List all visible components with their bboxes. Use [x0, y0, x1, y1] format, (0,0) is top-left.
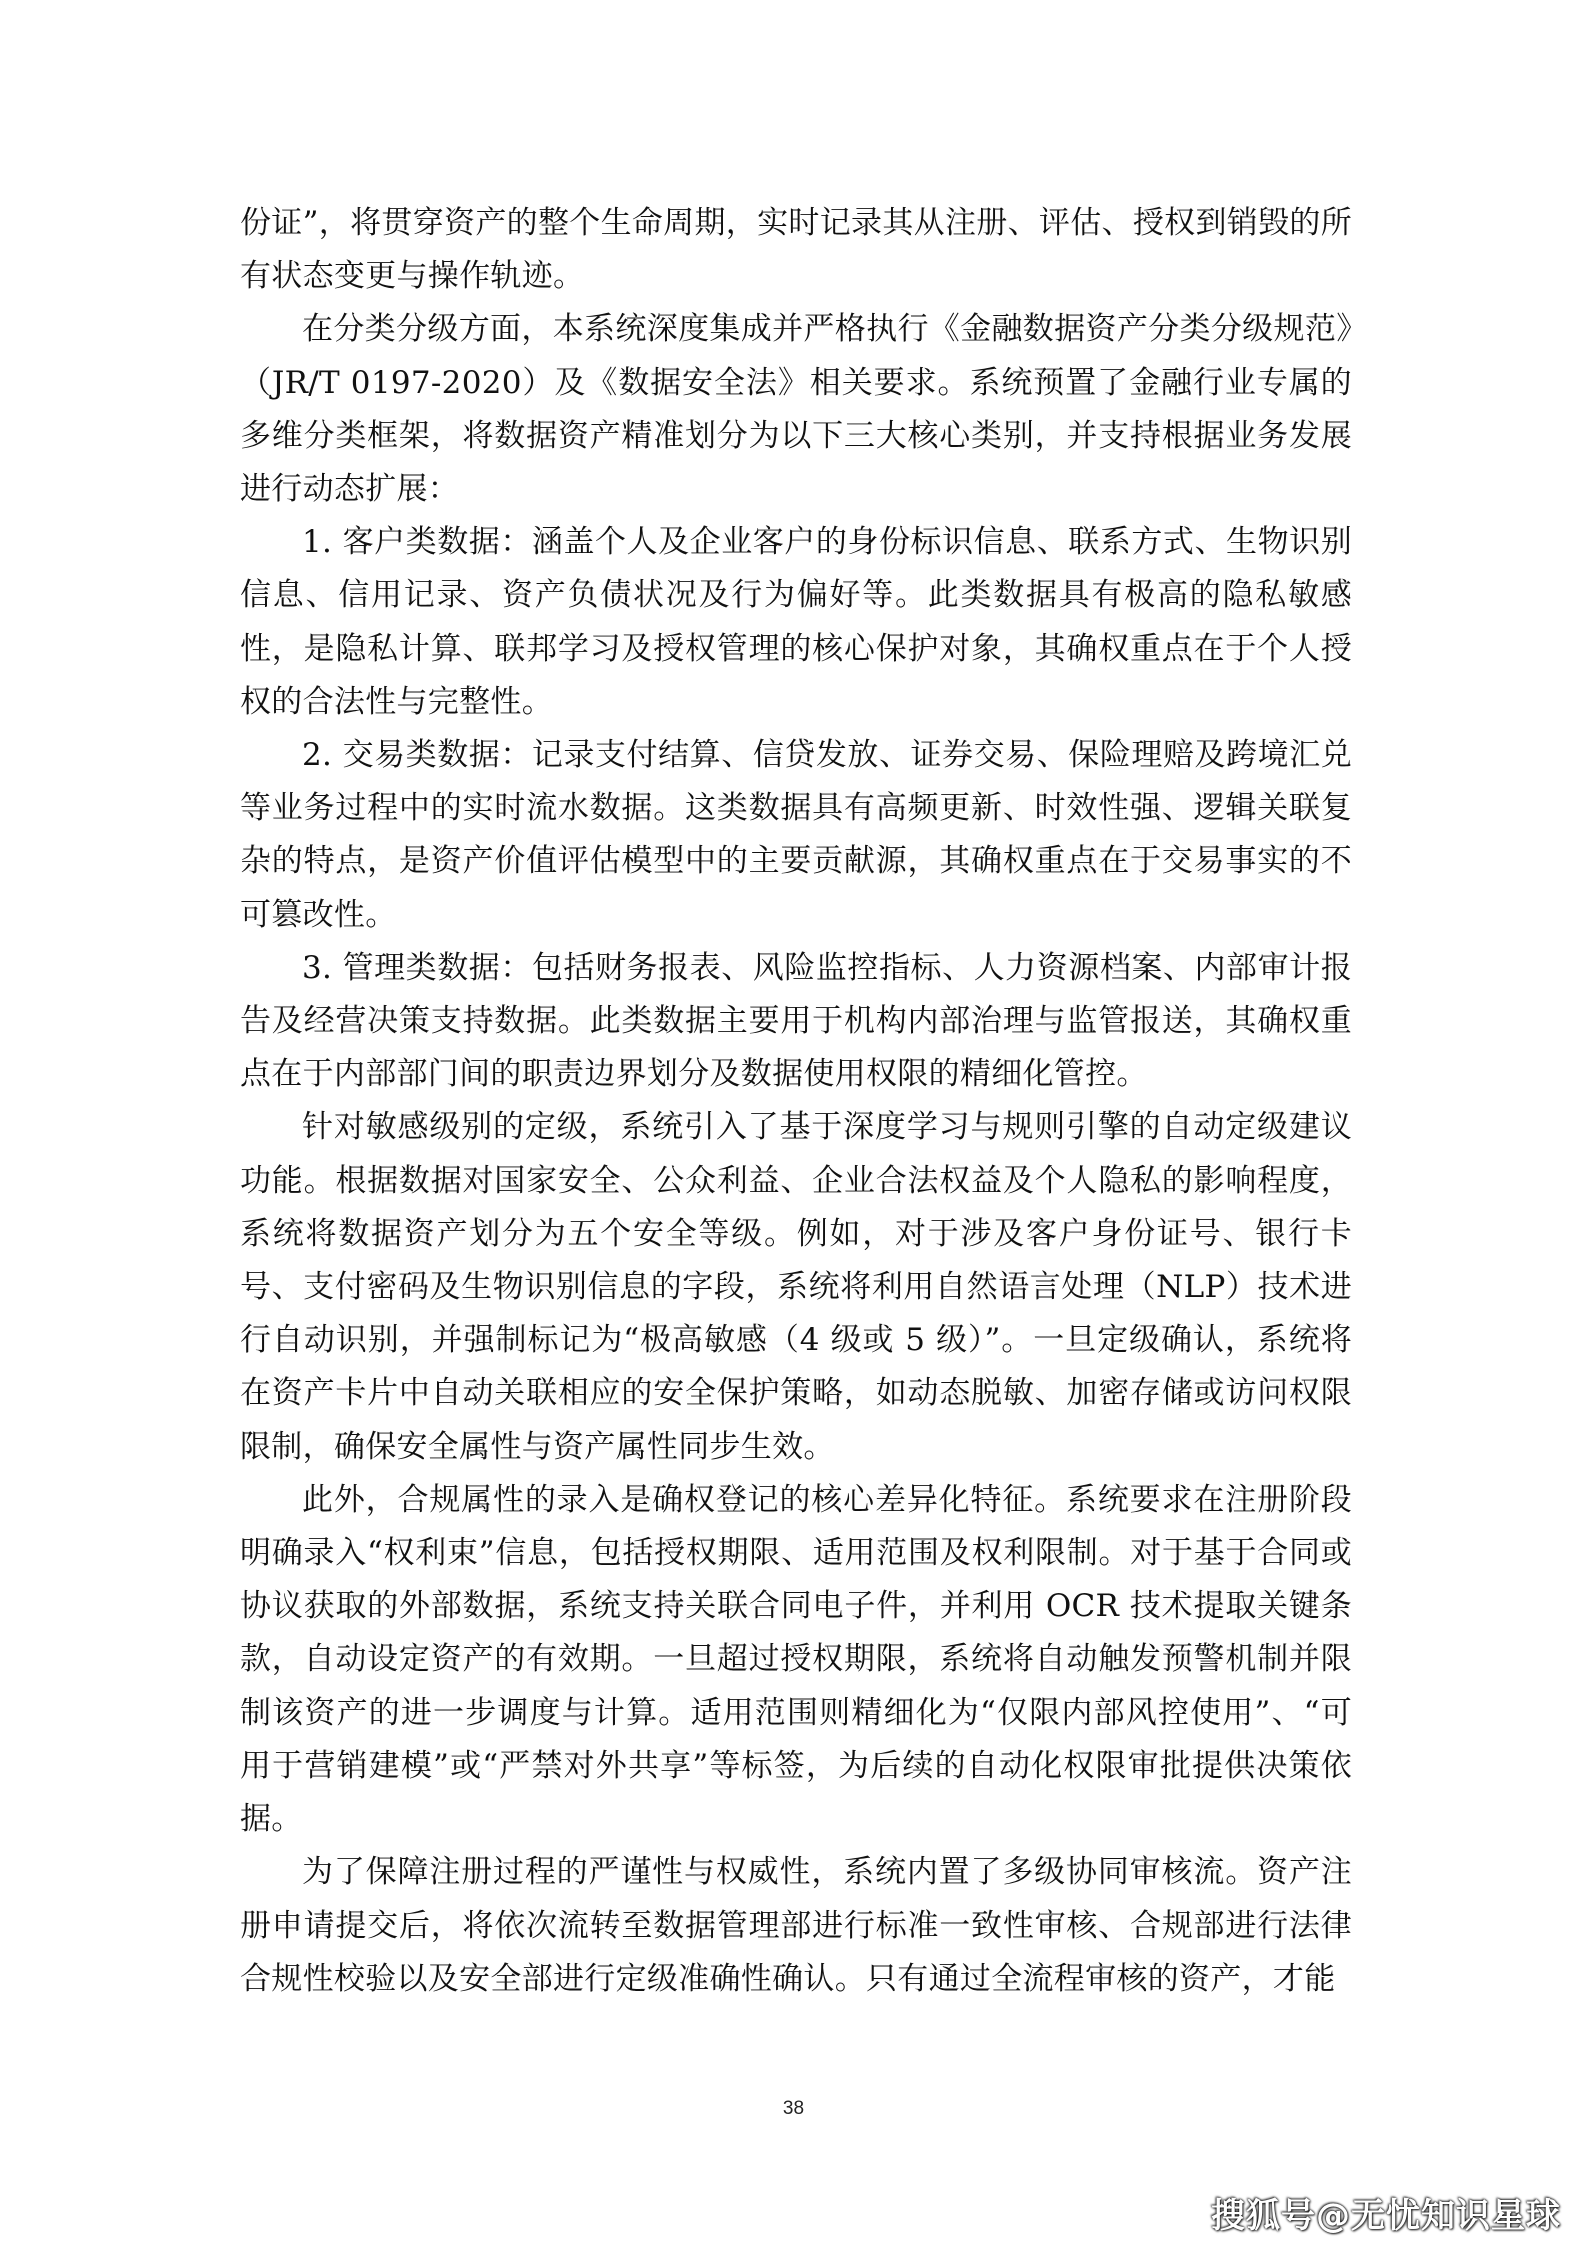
watermark: 搜狐号@无忧知识星球	[1211, 2196, 1561, 2236]
page-number: 38	[782, 2098, 805, 2119]
list-item-transaction-data: 2. 交易类数据：记录支付结算、信贷发放、证券交易、保险理赔及跨境汇兑等业务过程中的实时流水数据。这类数据具有高频更新、时效性强、逻辑关联复杂的特点，是资产价值评估模型中的主要贡献源，其确权重点在于交易事实的不可篡改性。	[240, 737, 1352, 933]
paragraph: 在分类分级方面，本系统深度集成并严格执行《金融数据资产分类分级规范》（JR/T 0197-2020）及《数据安全法》相关要求。系统预置了金融行业专属的多维分类框架，将数据资产精准划分为以下三大核心类别，并支持根据业务发展进行动态扩展：	[240, 311, 1352, 508]
paragraph: 为了保障注册过程的严谨性与权威性，系统内置了多级协同审核流。资产注册申请提交后，将依次流转至数据管理部进行标准一致性审核、合规部进行法律合规性校验以及安全部进行定级准确性确认。只有通过全流程审核的资产，才能	[240, 1854, 1352, 1997]
paragraph: 份证”，将贯穿资产的整个生命周期，实时记录其从注册、评估、授权到销毁的所有状态变更与操作轨迹。	[240, 205, 1352, 295]
paragraph: 针对敏感级别的定级，系统引入了基于深度学习与规则引擎的自动定级建议功能。根据数据对国家安全、公众利益、企业合法权益及个人隐私的影响程度，系统将数据资产划分为五个安全等级。例如，对于涉及客户身份证号、银行卡号、支付密码及生物识别信息的字段，系统将利用自然语言处理（NLP）技术进行自动识别，并强制标记为“极高敏感（4 级或 5 级）”。一旦定级确认，系统将在资产卡片中自动关联相应的安全保护策略，如动态脱敏、加密存储或访问权限限制，确保安全属性与资产属性同步生效。	[240, 1109, 1352, 1465]
list-item-customer-data: 1. 客户类数据：涵盖个人及企业客户的身份标识信息、联系方式、生物识别信息、信用记录、资产负债状况及行为偏好等。此类数据具有极高的隐私敏感性，是隐私计算、联邦学习及授权管理的核心保护对象，其确权重点在于个人授权的合法性与完整性。	[240, 524, 1352, 720]
list-item-management-data: 3. 管理类数据：包括财务报表、风险监控指标、人力资源档案、内部审计报告及经营决策支持数据。此类数据主要用于机构内部治理与监管报送，其确权重点在于内部部门间的职责边界划分及数据使用权限的精细化管控。	[240, 949, 1352, 1093]
body-text	[240, 197, 1352, 2006]
paragraph: 此外，合规属性的录入是确权登记的核心差异化特征。系统要求在注册阶段明确录入“权利束”信息，包括授权期限、适用范围及权利限制。对于基于合同或协议获取的外部数据，系统支持关联合同电子件，并利用 OCR 技术提取关键条款，自动设定资产的有效期。一旦超过授权期限，系统将自动触发预警机制并限制该资产的进一步调度与计算。适用范围则精细化为“仅限内部风控使用”、“可用于营销建模”或“严禁对外共享”等标签，为后续的自动化权限审批提供决策依据。	[240, 1481, 1352, 1838]
